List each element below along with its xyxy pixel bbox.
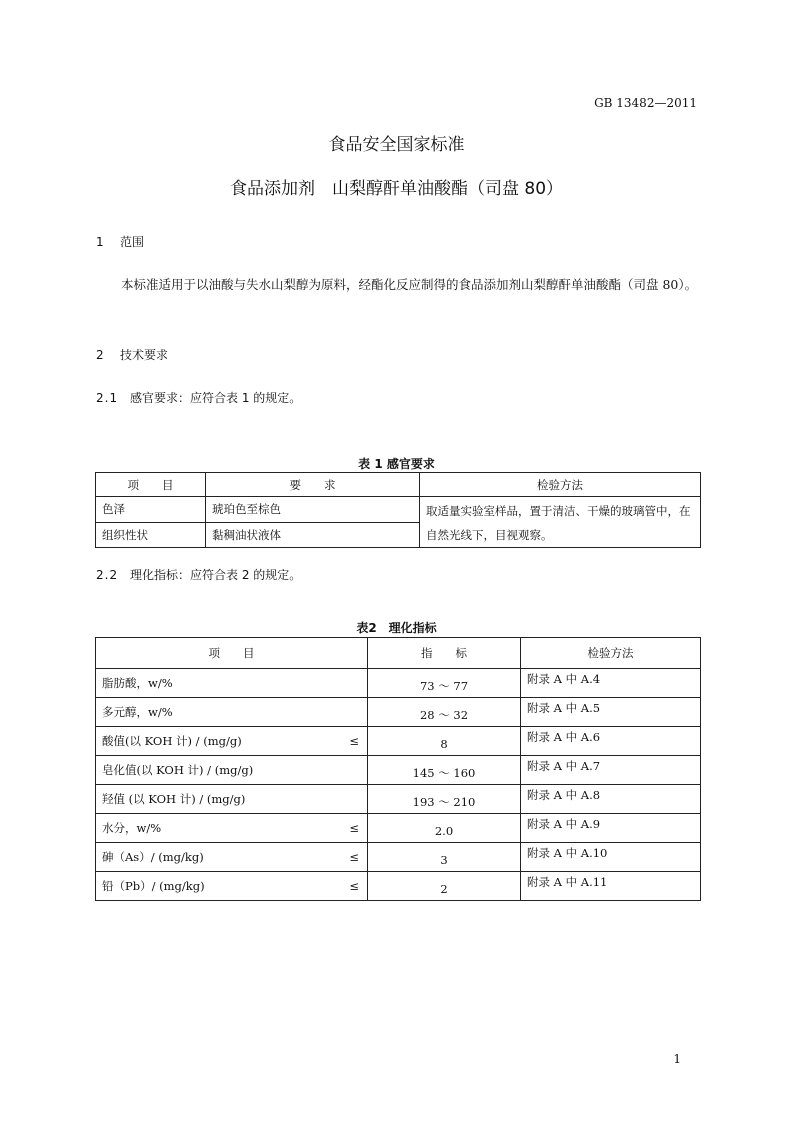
- table-header-row: [96, 638, 701, 669]
- limit-symbol: ≤: [349, 821, 359, 835]
- item-label: 多元醇，w/%: [102, 705, 173, 719]
- value-cell: 28 ～ 32: [368, 698, 521, 727]
- section-title: 技术要求: [120, 348, 169, 362]
- table-row: [96, 756, 701, 785]
- section-title: 感官要求：应符合表 1 的规定。: [130, 391, 302, 405]
- value-cell: 145 ～ 160: [368, 756, 521, 785]
- column-header: 指 标: [368, 638, 521, 669]
- requirement-cell: 琥珀色至棕色: [206, 497, 420, 523]
- item-cell: [96, 785, 368, 814]
- method-cell: 附录 A 中 A.6: [521, 727, 701, 756]
- table-row: [96, 698, 701, 727]
- value-cell: 3: [368, 843, 521, 872]
- item-cell: [96, 669, 368, 698]
- item-label: 砷（As）/ (mg/kg): [102, 850, 204, 864]
- value-cell: 193 ～ 210: [368, 785, 521, 814]
- section-title: 范围: [120, 235, 145, 249]
- section-2-heading: [96, 346, 168, 363]
- limit-symbol: ≤: [349, 879, 359, 893]
- table-row: [96, 814, 701, 843]
- item-cell: [96, 814, 368, 843]
- method-cell: 附录 A 中 A.5: [521, 698, 701, 727]
- table-row: [96, 872, 701, 901]
- value-cell: 2.0: [368, 814, 521, 843]
- item-cell: 组织性状: [96, 522, 206, 548]
- item-cell: [96, 698, 368, 727]
- table-header-row: [96, 473, 701, 497]
- item-cell: [96, 843, 368, 872]
- requirement-cell: 黏稠油状液体: [206, 522, 420, 548]
- section-2-1-heading: [96, 389, 301, 406]
- table-row: [96, 669, 701, 698]
- column-header: 检验方法: [420, 473, 701, 497]
- item-cell: [96, 727, 368, 756]
- section-1-heading: [96, 233, 144, 250]
- method-cell: 附录 A 中 A.7: [521, 756, 701, 785]
- standard-code: GB 13482—2011: [594, 96, 697, 110]
- document-title: 食品安全国家标准: [328, 135, 465, 155]
- section-number: 2.2: [96, 568, 119, 582]
- limit-symbol: ≤: [349, 850, 359, 864]
- item-label: 脂肪酸，w/%: [102, 676, 173, 690]
- value-cell: 8: [368, 727, 521, 756]
- item-label: 水分，w/%: [102, 821, 162, 835]
- item-label: 皂化值(以 KOH 计) / (mg/g): [102, 763, 254, 777]
- page-number: 1: [673, 1052, 681, 1066]
- limit-symbol: ≤: [349, 734, 359, 748]
- section-2-2-heading: [96, 566, 301, 583]
- table-row: [96, 497, 701, 523]
- method-cell: 附录 A 中 A.4: [521, 669, 701, 698]
- scope-paragraph: 本标准适用于以油酸与失水山梨醇为原料，经酯化反应制得的食品添加剂山梨醇酐单油酸酯（司盘 80）。: [121, 277, 698, 292]
- item-cell: [96, 756, 368, 785]
- item-label: 酸值(以 KOH 计) / (mg/g): [102, 734, 242, 748]
- method-cell: 附录 A 中 A.10: [521, 843, 701, 872]
- value-cell: 73 ～ 77: [368, 669, 521, 698]
- column-header: 检验方法: [521, 638, 701, 669]
- value-cell: 2: [368, 872, 521, 901]
- section-number: 1: [96, 235, 104, 249]
- item-label: 羟值 (以 KOH 计) / (mg/g): [102, 792, 246, 806]
- sensory-requirements-table: [95, 472, 701, 548]
- document-subtitle: 食品添加剂 山梨醇酐单油酸酯（司盘 80）: [229, 179, 564, 199]
- item-label: 铅（Pb）/ (mg/kg): [102, 879, 205, 893]
- column-header: 项 目: [96, 473, 206, 497]
- method-cell: 附录 A 中 A.8: [521, 785, 701, 814]
- table-row: [96, 843, 701, 872]
- item-cell: 色泽: [96, 497, 206, 523]
- section-title: 理化指标：应符合表 2 的规定。: [130, 568, 302, 582]
- table-1-caption: 表 1 感官要求: [358, 457, 435, 471]
- section-number: 2.1: [96, 391, 119, 405]
- column-header: 要 求: [206, 473, 420, 497]
- item-cell: [96, 872, 368, 901]
- method-cell: 取适量实验室样品，置于清洁、干燥的玻璃管中，在自然光线下，目视观察。: [420, 497, 701, 548]
- method-cell: 附录 A 中 A.9: [521, 814, 701, 843]
- table-row: [96, 785, 701, 814]
- section-number: 2: [96, 348, 104, 362]
- physicochemical-indicators-table: [95, 637, 701, 901]
- method-cell: 附录 A 中 A.11: [521, 872, 701, 901]
- column-header: 项 目: [96, 638, 368, 669]
- table-2-caption: 表2 理化指标: [356, 621, 437, 635]
- table-row: [96, 727, 701, 756]
